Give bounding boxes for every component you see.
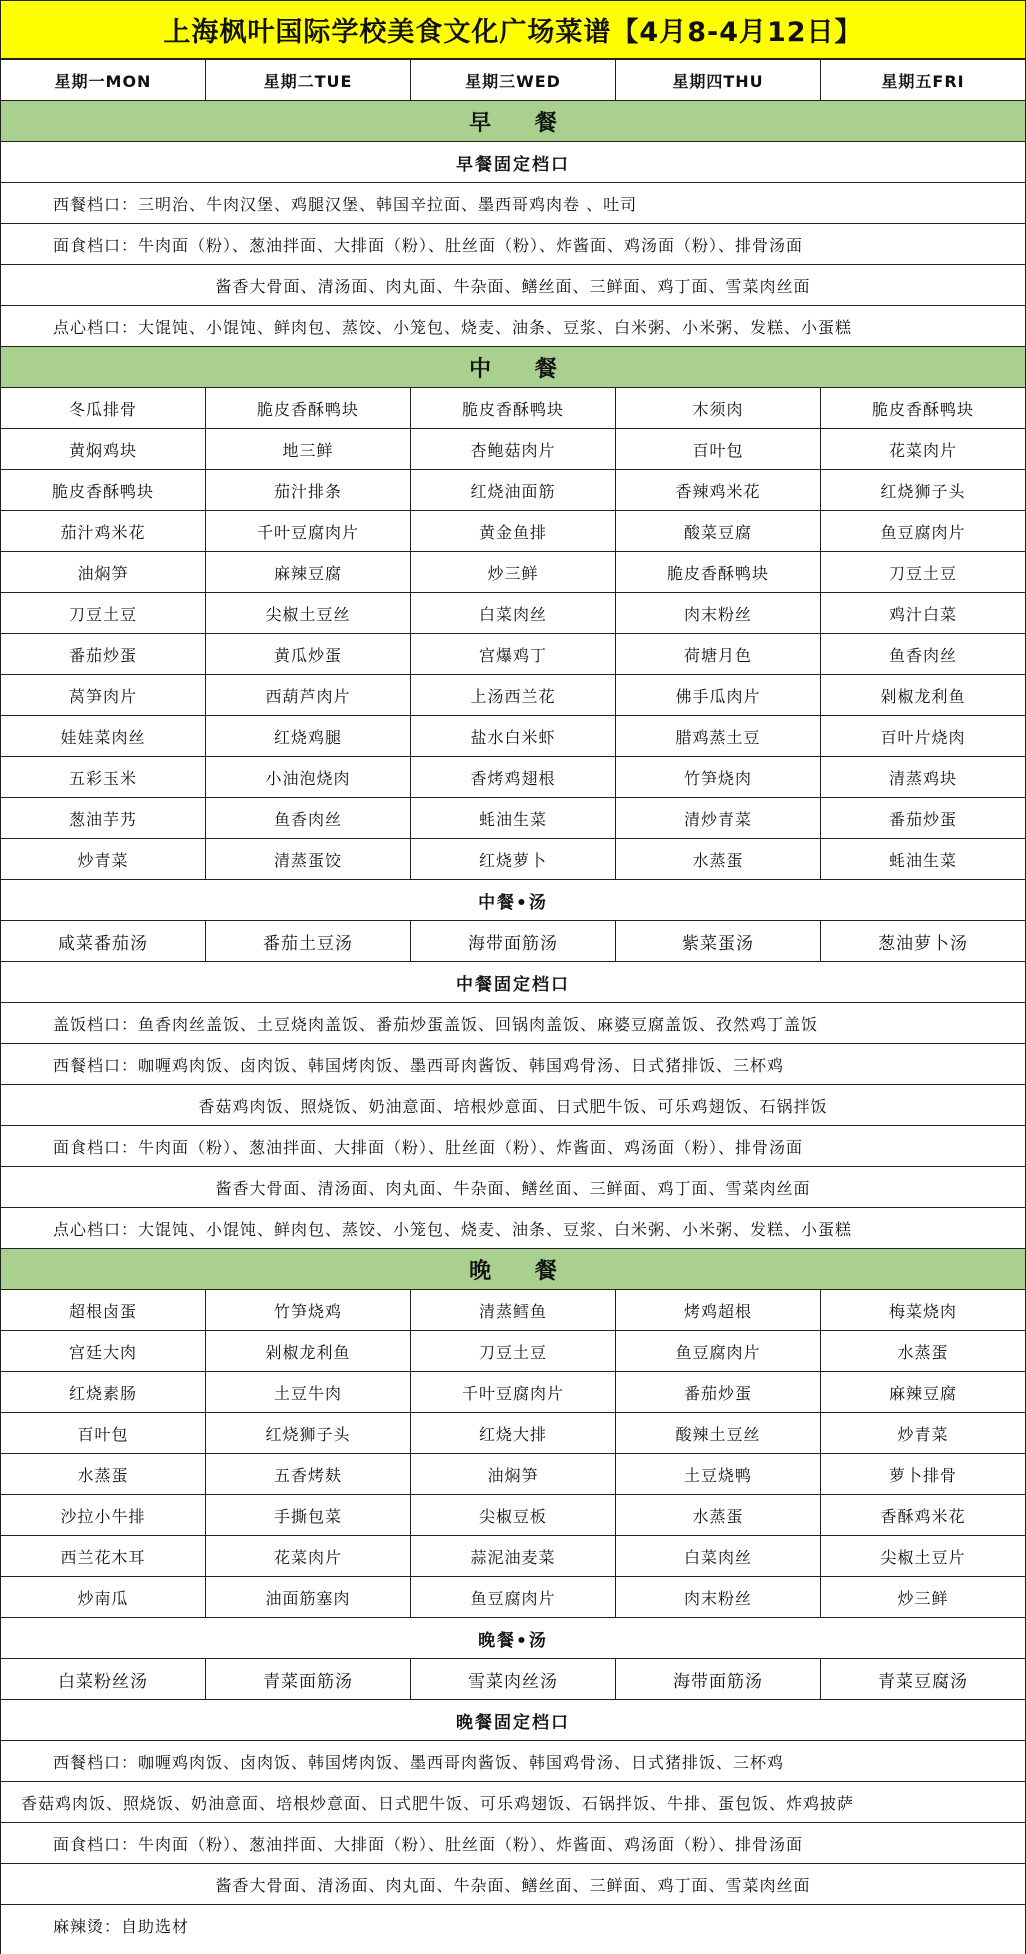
lunch-dish-row <box>1 675 1025 716</box>
day-tue: 星期二TUE <box>206 60 411 100</box>
lunch-dish-cell: 黄金鱼排 <box>411 511 616 551</box>
dinner-dish-cell: 香酥鸡米花 <box>880 1506 966 1526</box>
lunch-dish-row <box>1 757 1025 798</box>
dinner-heading: 晚 餐 <box>1 1249 1025 1290</box>
dinner-dish-cell: 油焖笋 <box>411 1454 616 1494</box>
day-thu: 星期四THU <box>616 60 821 100</box>
lunch-dish-cell: 酸菜豆腐 <box>616 511 821 551</box>
lunch-dish-cell: 佛手瓜肉片 <box>616 675 821 715</box>
lunch-dish-cell: 麻辣豆腐 <box>206 552 411 592</box>
dinner-dish-cell: 炒三鲜 <box>897 1588 949 1608</box>
dinner-dish-cell: 蒜泥油麦菜 <box>411 1536 616 1576</box>
lunch-dish-cell: 清蒸蛋饺 <box>206 839 411 879</box>
lunch-dish-cell: 刀豆土豆 <box>1 593 206 633</box>
dinner-dish-cell: 肉末粉丝 <box>616 1577 821 1617</box>
dinner-fixed-line: 西餐档口：咖喱鸡肉饭、卤肉饭、韩国烤肉饭、墨西哥肉酱饭、韩国鸡骨汤、日式猪排饭、三杯鸡 <box>1 1741 1025 1782</box>
dinner-fixed-line: 酱香大骨面、清汤面、肉丸面、牛杂面、鳝丝面、三鲜面、鸡丁面、雪菜肉丝面 <box>1 1864 1025 1905</box>
lunch-dish-cell: 脆皮香酥鸭块 <box>411 388 616 428</box>
dinner-dish-grid <box>1 1290 1025 1618</box>
dinner-soup-thu: 海带面筋汤 <box>616 1659 821 1699</box>
dinner-dish-cell: 宫廷大肉 <box>1 1331 206 1371</box>
lunch-dish-cell: 黄焖鸡块 <box>1 429 206 469</box>
lunch-dish-cell: 葱油芋艿 <box>1 798 206 838</box>
lunch-dish-cell: 娃娃菜肉丝 <box>1 716 206 756</box>
dinner-fixed-line: 香菇鸡肉饭、照烧饭、奶油意面、培根炒意面、日式肥牛饭、可乐鸡翅饭、石锅拌饭、牛排、蛋包饭、炸鸡披萨 <box>1 1782 1025 1823</box>
day-fri: 星期五FRI <box>881 71 965 91</box>
lunch-soup-mon: 咸菜番茄汤 <box>1 921 206 961</box>
dinner-dish-cell: 超根卤蛋 <box>1 1290 206 1330</box>
lunch-fixed-line: 西餐档口：咖喱鸡肉饭、卤肉饭、韩国烤肉饭、墨西哥肉酱饭、韩国鸡骨汤、日式猪排饭、三杯鸡 <box>1 1044 1025 1085</box>
lunch-soup-row <box>1 921 1025 962</box>
lunch-dish-cell: 红烧萝卜 <box>411 839 616 879</box>
dinner-dish-row <box>1 1454 1025 1495</box>
dinner-dish-cell: 烤鸡超根 <box>616 1290 821 1330</box>
day-mon: 星期一MON <box>1 60 206 100</box>
lunch-heading: 中 餐 <box>1 347 1025 388</box>
lunch-dish-cell: 炒青菜 <box>1 839 206 879</box>
lunch-dish-cell: 百叶片烧肉 <box>880 727 966 747</box>
dinner-dish-cell: 白菜肉丝 <box>616 1536 821 1576</box>
dinner-dish-row <box>1 1290 1025 1331</box>
dinner-dish-row <box>1 1577 1025 1618</box>
dinner-dish-row <box>1 1331 1025 1372</box>
lunch-dish-cell: 红烧油面筋 <box>411 470 616 510</box>
lunch-fixed-line: 酱香大骨面、清汤面、肉丸面、牛杂面、鳝丝面、三鲜面、鸡丁面、雪菜肉丝面 <box>1 1167 1025 1208</box>
lunch-dish-row <box>1 388 1025 429</box>
lunch-dish-cell: 肉末粉丝 <box>616 593 821 633</box>
dinner-dish-cell: 五香烤麸 <box>206 1454 411 1494</box>
dinner-dish-cell: 麻辣豆腐 <box>888 1383 957 1403</box>
page-title: 上海枫叶国际学校美食文化广场菜谱【4月8-4月12日】 <box>1 0 1025 60</box>
lunch-dish-cell: 鱼香肉丝 <box>888 645 957 665</box>
dinner-dish-cell: 竹笋烧鸡 <box>206 1290 411 1330</box>
lunch-dish-cell: 地三鲜 <box>206 429 411 469</box>
dinner-dish-cell: 水蒸蛋 <box>616 1495 821 1535</box>
lunch-dish-cell: 花菜肉片 <box>888 440 957 460</box>
lunch-soup-thu: 紫菜蛋汤 <box>616 921 821 961</box>
dinner-fixed-line: 面食档口：牛肉面（粉）、葱油拌面、大排面（粉）、肚丝面（粉）、炸酱面、鸡汤面（粉）、排骨汤面 <box>1 1823 1025 1864</box>
lunch-dish-cell: 千叶豆腐肉片 <box>206 511 411 551</box>
lunch-dish-cell: 腊鸡蒸土豆 <box>616 716 821 756</box>
lunch-dish-cell: 鱼香肉丝 <box>206 798 411 838</box>
lunch-dish-cell: 盐水白米虾 <box>411 716 616 756</box>
lunch-dish-row <box>1 429 1025 470</box>
dinner-dish-cell: 土豆烧鸭 <box>616 1454 821 1494</box>
dinner-dish-cell: 鱼豆腐肉片 <box>616 1331 821 1371</box>
lunch-dish-cell: 小油泡烧肉 <box>206 757 411 797</box>
dinner-dish-cell: 清蒸鳕鱼 <box>411 1290 616 1330</box>
lunch-soup-tue: 番茄土豆汤 <box>206 921 411 961</box>
breakfast-fixed-line: 西餐档口：三明治、牛肉汉堡、鸡腿汉堡、韩国辛拉面、墨西哥鸡肉卷 、吐司 <box>1 183 1025 224</box>
dinner-dish-cell: 花菜肉片 <box>206 1536 411 1576</box>
lunch-dish-cell: 尖椒土豆丝 <box>206 593 411 633</box>
lunch-dish-grid <box>1 388 1025 880</box>
lunch-soup-heading: 中餐•汤 <box>1 880 1025 921</box>
dinner-soup-row <box>1 1659 1025 1700</box>
dinner-dish-cell: 梅菜烧肉 <box>888 1301 957 1321</box>
dinner-dish-cell: 萝卜排骨 <box>888 1465 957 1485</box>
lunch-dish-row <box>1 839 1025 880</box>
dinner-dish-cell: 百叶包 <box>1 1413 206 1453</box>
lunch-dish-cell: 水蒸蛋 <box>616 839 821 879</box>
lunch-dish-cell: 木须肉 <box>616 388 821 428</box>
dinner-dish-row <box>1 1372 1025 1413</box>
weekday-header <box>1 60 1025 101</box>
lunch-dish-row <box>1 470 1025 511</box>
lunch-dish-row <box>1 593 1025 634</box>
lunch-dish-cell: 茄汁排条 <box>206 470 411 510</box>
lunch-fixed-line: 面食档口：牛肉面（粉）、葱油拌面、大排面（粉）、肚丝面（粉）、炸酱面、鸡汤面（粉）、排骨汤面 <box>1 1126 1025 1167</box>
lunch-dish-cell: 炒三鲜 <box>411 552 616 592</box>
dinner-soup-fri: 青菜豆腐汤 <box>878 1671 968 1692</box>
dinner-dish-cell: 红烧狮子头 <box>206 1413 411 1453</box>
dinner-dish-cell: 土豆牛肉 <box>206 1372 411 1412</box>
lunch-soup-fri: 葱油萝卜汤 <box>878 933 968 954</box>
lunch-dish-row <box>1 716 1025 757</box>
lunch-fixed-line: 点心档口：大馄饨、小馄饨、鲜肉包、蒸饺、小笼包、烧麦、油条、豆浆、白米粥、小米粥、发糕、小蛋糕 <box>1 1208 1025 1249</box>
breakfast-heading: 早 餐 <box>1 101 1025 142</box>
dinner-dish-cell: 沙拉小牛排 <box>1 1495 206 1535</box>
lunch-dish-cell: 竹笋烧肉 <box>616 757 821 797</box>
dinner-dish-row <box>1 1536 1025 1577</box>
dinner-dish-row <box>1 1413 1025 1454</box>
lunch-dish-cell: 清蒸鸡块 <box>888 768 957 788</box>
dinner-fixed-line: 麻辣烫：自助选材 <box>53 1917 190 1936</box>
lunch-dish-cell: 香烤鸡翅根 <box>411 757 616 797</box>
dinner-soup-mon: 白菜粉丝汤 <box>1 1659 206 1699</box>
lunch-dish-cell: 荷塘月色 <box>616 634 821 674</box>
dinner-dish-cell: 酸辣土豆丝 <box>616 1413 821 1453</box>
dinner-dish-cell: 尖椒豆板 <box>411 1495 616 1535</box>
lunch-dish-cell: 百叶包 <box>616 429 821 469</box>
lunch-dish-cell: 黄瓜炒蛋 <box>206 634 411 674</box>
lunch-dish-cell: 宫爆鸡丁 <box>411 634 616 674</box>
lunch-dish-cell: 脆皮香酥鸭块 <box>871 399 974 419</box>
day-wed: 星期三WED <box>411 60 616 100</box>
dinner-dish-cell: 炒青菜 <box>897 1424 949 1444</box>
dinner-soup-heading: 晚餐•汤 <box>1 1618 1025 1659</box>
dinner-dish-cell: 鱼豆腐肉片 <box>411 1577 616 1617</box>
breakfast-fixed-line: 点心档口：大馄饨、小馄饨、鲜肉包、蒸饺、小笼包、烧麦、油条、豆浆、白米粥、小米粥、发糕、小蛋糕 <box>1 306 1025 347</box>
lunch-dish-cell: 清炒青菜 <box>616 798 821 838</box>
lunch-dish-cell: 莴笋肉片 <box>1 675 206 715</box>
dinner-dish-cell: 红烧大排 <box>411 1413 616 1453</box>
breakfast-fixed-line: 酱香大骨面、清汤面、肉丸面、牛杂面、鳝丝面、三鲜面、鸡丁面、雪菜肉丝面 <box>1 265 1025 306</box>
dinner-dish-row <box>1 1495 1025 1536</box>
lunch-dish-cell: 红烧鸡腿 <box>206 716 411 756</box>
lunch-dish-cell: 西葫芦肉片 <box>206 675 411 715</box>
lunch-dish-row <box>1 634 1025 675</box>
lunch-dish-cell: 杏鲍菇肉片 <box>411 429 616 469</box>
dinner-dish-cell: 西兰花木耳 <box>1 1536 206 1576</box>
dinner-dish-cell: 红烧素肠 <box>1 1372 206 1412</box>
dinner-dish-cell: 番茄炒蛋 <box>616 1372 821 1412</box>
dinner-dish-cell: 手撕包菜 <box>206 1495 411 1535</box>
lunch-fixed-line: 盖饭档口：鱼香肉丝盖饭、土豆烧肉盖饭、番茄炒蛋盖饭、回锅肉盖饭、麻婆豆腐盖饭、孜然鸡丁盖饭 <box>1 1003 1025 1044</box>
dinner-dish-cell: 炒南瓜 <box>1 1577 206 1617</box>
lunch-dish-cell: 香辣鸡米花 <box>616 470 821 510</box>
lunch-soup-wed: 海带面筋汤 <box>411 921 616 961</box>
lunch-dish-cell: 鱼豆腐肉片 <box>880 522 966 542</box>
lunch-dish-cell: 油焖笋 <box>1 552 206 592</box>
dinner-dish-cell: 尖椒土豆片 <box>880 1547 966 1567</box>
lunch-dish-cell: 蚝油生菜 <box>411 798 616 838</box>
dinner-soup-tue: 青菜面筋汤 <box>206 1659 411 1699</box>
lunch-dish-cell: 五彩玉米 <box>1 757 206 797</box>
lunch-dish-cell: 刀豆土豆 <box>888 563 957 583</box>
dinner-dish-cell: 刀豆土豆 <box>411 1331 616 1371</box>
lunch-fixed-line: 香菇鸡肉饭、照烧饭、奶油意面、培根炒意面、日式肥牛饭、可乐鸡翅饭、石锅拌饭 <box>1 1085 1025 1126</box>
lunch-dish-cell: 剁椒龙利鱼 <box>880 686 966 706</box>
dinner-dish-cell: 水蒸蛋 <box>1 1454 206 1494</box>
breakfast-fixed-line: 面食档口：牛肉面（粉）、葱油拌面、大排面（粉）、肚丝面（粉）、炸酱面、鸡汤面（粉）、排骨汤面 <box>1 224 1025 265</box>
lunch-dish-cell: 番茄炒蛋 <box>1 634 206 674</box>
lunch-dish-cell: 脆皮香酥鸭块 <box>616 552 821 592</box>
dinner-fixed-heading: 晚餐固定档口 <box>1 1700 1025 1741</box>
lunch-dish-cell: 蚝油生菜 <box>888 850 957 870</box>
lunch-fixed-heading: 中餐固定档口 <box>1 962 1025 1003</box>
lunch-dish-row <box>1 552 1025 593</box>
lunch-dish-row <box>1 511 1025 552</box>
lunch-dish-cell: 白菜肉丝 <box>411 593 616 633</box>
lunch-dish-cell: 鸡汁白菜 <box>888 604 957 624</box>
dinner-soup-wed: 雪菜肉丝汤 <box>411 1659 616 1699</box>
breakfast-fixed-heading: 早餐固定档口 <box>1 142 1025 183</box>
lunch-dish-cell: 上汤西兰花 <box>411 675 616 715</box>
dinner-dish-cell: 剁椒龙利鱼 <box>206 1331 411 1371</box>
lunch-dish-cell: 脆皮香酥鸭块 <box>206 388 411 428</box>
lunch-dish-cell: 番茄炒蛋 <box>888 809 957 829</box>
lunch-dish-cell: 茄汁鸡米花 <box>1 511 206 551</box>
lunch-dish-cell: 脆皮香酥鸭块 <box>1 470 206 510</box>
lunch-dish-cell: 红烧狮子头 <box>880 481 966 501</box>
dinner-dish-cell: 千叶豆腐肉片 <box>411 1372 616 1412</box>
dinner-dish-cell: 油面筋塞肉 <box>206 1577 411 1617</box>
lunch-dish-row <box>1 798 1025 839</box>
dinner-dish-cell: 水蒸蛋 <box>897 1342 949 1362</box>
lunch-dish-cell: 冬瓜排骨 <box>1 388 206 428</box>
